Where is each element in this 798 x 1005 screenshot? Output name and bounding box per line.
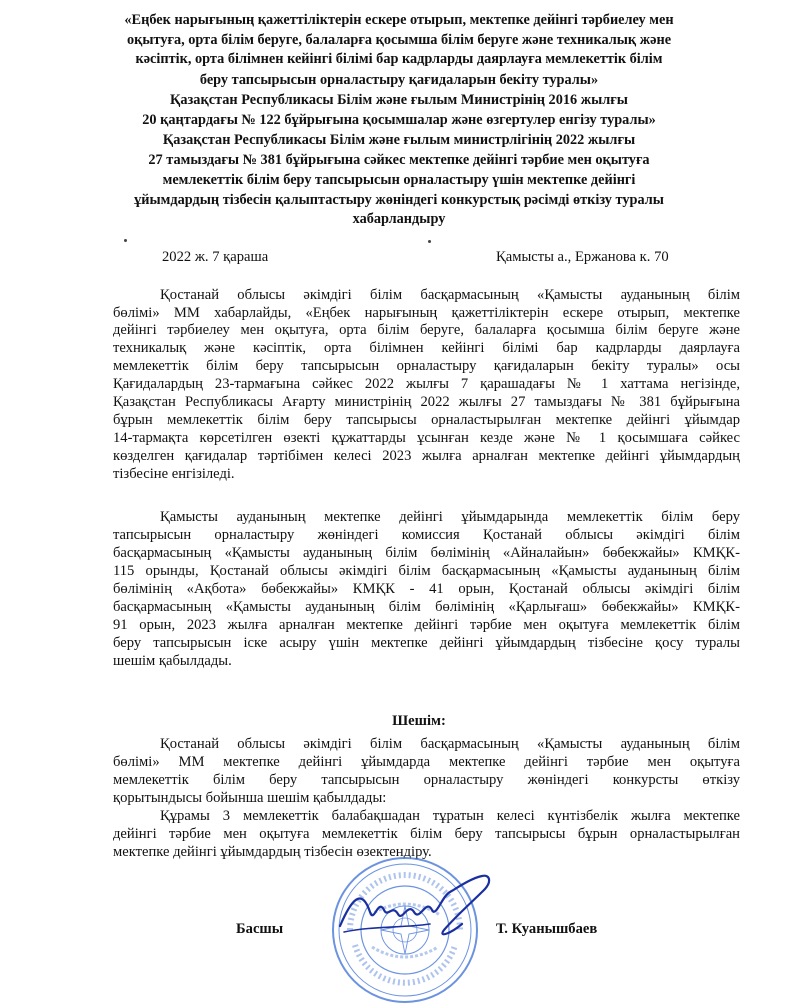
paragraph-line: Қазақстан Республикасы Ағарту министрінің 2022 жылғы 27 тамыздағы № 381 бұйрығына (113, 394, 740, 410)
paragraph-line: бұрын мемлекеттік білім беру тапсырысы орналастырылған мектепке дейінгі ұйымдар (113, 412, 740, 428)
title-line: 20 қаңтардағы № 122 бұйрығына қосымшалар және өзгертулер енгізу туралы» (142, 112, 656, 128)
paragraph-line: тапсырысын орналастыру жөніндегі комиссия Қостанай облысы әкімдігі білім (113, 527, 740, 543)
paragraph-line: Қостанай облысы әкімдігі білім басқармасының «Қамысты ауданының білім (160, 287, 740, 303)
paragraph-line: тізбесіне енгізіледі. (113, 466, 235, 482)
paragraph-line: Қостанай облысы әкімдігі білім басқармасының «Қамысты ауданының білім (160, 736, 740, 752)
title-line: Қазақстан Республикасы Білім және ғылым министрлігінің 2022 жылғы (162, 132, 636, 148)
paragraph-line: бөлімі» ММ мектепке дейінгі ұйымдарда мектепке дейінгі тәрбие мен оқытуға (113, 754, 740, 770)
paragraph-line: мемлекеттік білім беру тапсырысын орналастыру жөніндегі конкурсты өткізу (113, 772, 740, 788)
paragraph-line: бөлімі» ММ хабарлайды, «Еңбек нарығының қажеттіліктерін ескере отырып, мектепке (113, 305, 740, 321)
paragraph-line: басқармасының «Қамысты ауданының білім бөлімінің «Айналайын» бөбекжайы» КМҚК- (113, 545, 740, 561)
paragraph-line: 115 орынды, Қостанай облысы әкімдігі білім басқармасының «Қамысты ауданының білім (113, 563, 740, 579)
paragraph-line: көзделген қағидалар тәртібімен келесі 2023 жылға арналған мектепке дейінгі ұйымдардың (113, 448, 740, 464)
paragraph-line: басқармасының «Қамысты ауданының білім бөлімінің «Қарлығаш» бөбекжайы» КМҚК- (113, 599, 740, 615)
paragraph-line: бөлімінің «Ақбота» бөбекжайы» КМҚК - 41 орын, Қостанай облысы әкімдігі білім (113, 581, 740, 597)
paragraph-line: 14-тармақта көрсетілген өзекті құжаттарды ұсынған кезде және № 1 қосымшаға сәйкес (113, 430, 740, 446)
paragraph-line: техникалық және кәсіптік, орта білімнен кейінгі білімі бар кадрларды даярлауға (113, 340, 740, 356)
paragraph-line: дейінгі тәрбиелеу мен оқытуға, орта білім беруге, балаларға қосымша білім беруге және (113, 322, 740, 338)
title-line: хабарландыру (352, 211, 446, 227)
paragraph-line: мемлекеттік білім беру тапсырысын орналастыру қағидаларын бекіту туралы» осы (113, 358, 740, 374)
decision-heading: Шешім: (392, 713, 446, 729)
scan-speck (428, 240, 431, 243)
title-line: Қазақстан Республикасы Білім және ғылым Министрінің 2016 жылғы (170, 92, 628, 108)
paragraph-line: дейінгі тәрбие мен оқытуға мемлекеттік білім беру тапсырысы бұрын орналастырылған (113, 826, 740, 842)
paragraph-line: Қағидалардың 23-тармағына сәйкес 2022 жылғы 7 қарашадағы № 1 хаттама негізінде, (113, 376, 740, 392)
paragraph-line: Құрамы 3 мемлекеттік балабақшадан тұратын келесі күнтізбелік жылға мектепке (160, 808, 740, 824)
paragraph-line: мектепке дейінгі ұйымдардың тізбесін өзектендіру. (113, 844, 432, 860)
title-line: ұйымдардың тізбесін қалыптастыру жөніндегі конкурстық рәсімді өткізу туралы (134, 192, 664, 208)
title-line: кәсіптік, орта білімнен кейінгі білімі бар кадрларды даярлауға мемлекеттік білім (135, 51, 663, 67)
paragraph-line: беру тапсырысын іске асыру үшін мектепке дейінгі ұйымдардың тізбесіне қосу туралы (113, 635, 740, 651)
signature (332, 868, 504, 948)
paragraph-line: қорытындысы бойынша шешім қабылдады: (113, 790, 387, 806)
paragraph-line: 91 орын, 2023 жылға арналған мектепке дейінгі тәрбие мен оқытуға мемлекеттік білім (113, 617, 740, 633)
signatory-title: Басшы (236, 921, 284, 937)
title-line: оқытуға, орта білім беруге, балаларға қосымша білім беруге және техникалық және (126, 32, 672, 48)
document-place: Қамысты а., Ержанова к. 70 (496, 249, 669, 265)
title-line: 27 тамыздағы № 381 бұйрығына сәйкес мектепке дейінгі тәрбие мен оқытуға (148, 152, 650, 168)
scan-speck (124, 239, 127, 242)
title-line: мемлекеттік білім беру тапсырысын орналастыру үшін мектепке дейінгі (162, 172, 636, 188)
title-line: «Еңбек нарығының қажеттіліктерін ескере отырып, мектепке дейінгі тәрбиелеу мен (124, 12, 674, 28)
signatory-name: Т. Куанышбаев (496, 921, 598, 937)
paragraph-line: Қамысты ауданының мектепке дейінгі ұйымдарында мемлекеттік білім беру (160, 509, 740, 525)
title-line: беру тапсырысын орналастыру қағидаларын бекіту туралы» (199, 72, 599, 88)
paragraph-line: шешім қабылдады. (113, 653, 232, 669)
document-date: 2022 ж. 7 қараша (162, 249, 269, 265)
